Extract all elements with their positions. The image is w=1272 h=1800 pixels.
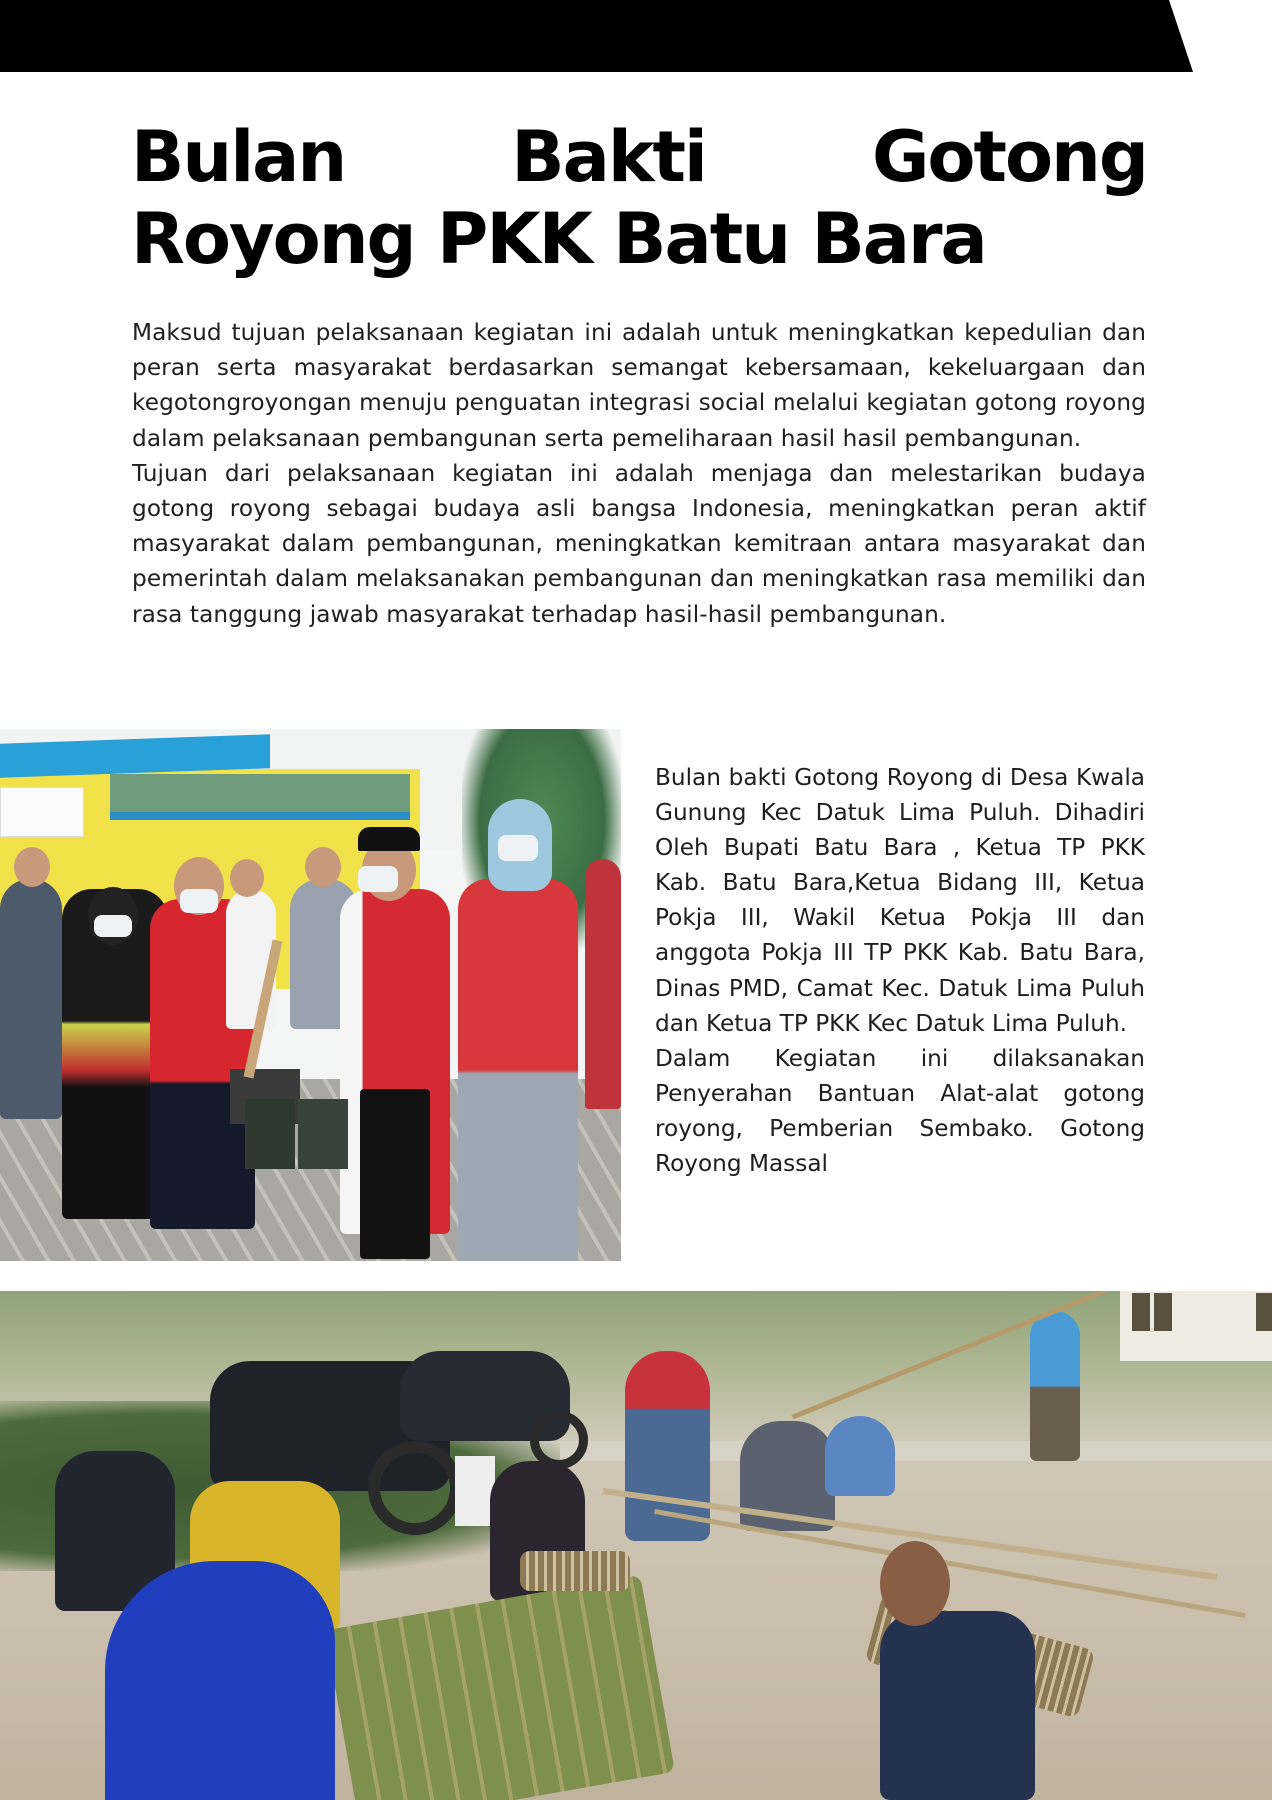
photo-white-sack	[455, 1456, 495, 1526]
photo-window	[1132, 1293, 1150, 1331]
photo-cap	[358, 827, 420, 851]
event-paragraph: Dalam Kegiatan ini dilaksanakan Penyerahan Bantuan Alat-alat gotong royong, Pemberian Sembako. Gotong Royong Massal	[655, 1044, 1145, 1178]
photo-window	[1154, 1293, 1172, 1331]
photo-person-blue-hijab	[105, 1561, 335, 1800]
page-title	[131, 116, 1147, 280]
photo-porch-roof	[110, 774, 410, 820]
photo-sign-board	[0, 787, 84, 837]
event-photo-bamboo-work	[0, 1291, 1272, 1800]
photo-face-mask	[498, 835, 538, 861]
photo-person-blue-shirt-crouch	[825, 1416, 895, 1496]
photo-motorcycle-wheel	[368, 1441, 462, 1535]
photo-person-head	[880, 1541, 950, 1626]
top-banner	[0, 0, 1200, 72]
photo-person-right-edge	[585, 859, 621, 1109]
photo-person-head	[14, 847, 50, 887]
photo-person-head	[230, 859, 264, 897]
photo-face-mask	[180, 889, 218, 913]
event-paragraph: Bulan bakti Gotong Royong di Desa Kwala Gunung Kec Datuk Lima Puluh. Dihadiri Oleh Bupati Batu Bara , Ketua TP PKK Kab. Batu Bara,Ketua Bidang III, Ketua Pokja III, Wakil Ketua Pokja III dan anggota Pokja III TP PKK Kab. Batu Bara, Dinas PMD, Camat Kec. Datuk Lima Puluh dan Ketua TP PKK Kec Datuk Lima Puluh.	[655, 764, 1145, 1037]
title-word: Bulan	[131, 116, 346, 198]
photo-person-navy-shirt	[880, 1611, 1035, 1800]
title-line-1	[131, 116, 1147, 198]
photo-window	[1256, 1293, 1272, 1331]
title-word: Gotong	[871, 116, 1147, 198]
intro-paragraph: Maksud tujuan pelaksanaan kegiatan ini adalah untuk meningkatkan kepedulian dan peran serta masyarakat berdasarkan semangat kebersamaan, kekeluargaan dan kegotongroyongan menuju penguatan integrasi social melalui kegiatan gotong royong dalam pelaksanaan pembangunan serta pemeliharaan hasil hasil pembangunan.	[132, 319, 1146, 452]
photo-face-mask	[94, 915, 132, 937]
photo-person-standing-pole	[1030, 1311, 1080, 1461]
photo-bamboo-bundle	[520, 1551, 630, 1591]
photo-face-mask	[358, 866, 398, 892]
intro-paragraph: Tujuan dari pelaksanaan kegiatan ini adalah menjaga dan melestarikan budaya gotong royong sebagai budaya asli bangsa Indonesia, meningkatkan peran aktif masyarakat dalam pembangunan, meningkatkan kemitraan antara masyarakat dan pemerintah dalam melaksanakan pembangunan dan meningkatkan rasa memiliki dan rasa tanggung jawab masyarakat terhadap hasil-hasil pembangunan.	[132, 459, 1146, 628]
event-description	[655, 760, 1145, 1181]
title-word: Bakti	[511, 116, 706, 198]
photo-person	[0, 879, 62, 1119]
photo-person-blue-hijab-woman	[458, 879, 578, 1261]
photo-trash-bin	[298, 1099, 348, 1169]
photo-trash-bin	[245, 1099, 295, 1169]
event-photo-handover	[0, 729, 621, 1261]
photo-person-head	[305, 847, 341, 887]
photo-house	[1120, 1291, 1272, 1361]
photo-person-trousers	[360, 1089, 430, 1259]
intro-text	[132, 315, 1146, 632]
title-line-2: Royong PKK Batu Bara	[131, 198, 986, 280]
